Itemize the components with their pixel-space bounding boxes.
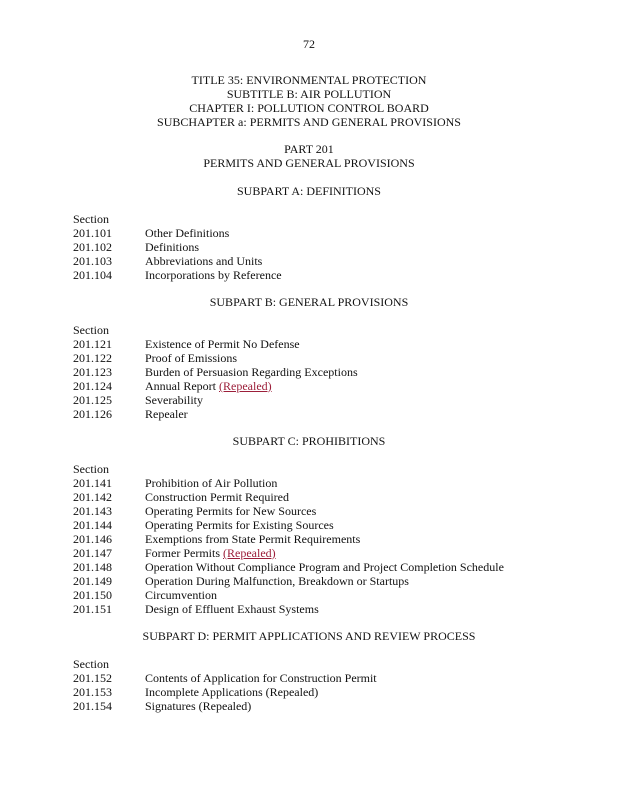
section-row: [73, 518, 504, 532]
page-number: 72: [303, 37, 315, 51]
section-row: [73, 407, 358, 421]
section-list: [73, 337, 358, 421]
part-number: PART 201: [284, 142, 334, 156]
section-row: [73, 546, 504, 560]
section-title: Other Definitions: [145, 226, 230, 240]
section-row: [73, 226, 282, 240]
section-number: 201.103: [73, 254, 112, 268]
section-number: 201.126: [73, 407, 112, 421]
section-title: Incomplete Applications (Repealed): [145, 685, 319, 699]
section-title: Construction Permit Required: [145, 490, 289, 504]
section-row: [73, 671, 377, 685]
section-row: [73, 254, 282, 268]
section-number: 201.141: [73, 476, 112, 490]
subpart-title: SUBPART C: PROHIBITIONS: [232, 434, 386, 448]
section-number: 201.154: [73, 699, 112, 713]
part-title: PERMITS AND GENERAL PROVISIONS: [203, 156, 415, 170]
section-number: 201.149: [73, 574, 112, 588]
section-number: 201.125: [73, 393, 112, 407]
section-number: 201.101: [73, 226, 112, 240]
subchapter-line: SUBCHAPTER a: PERMITS AND GENERAL PROVISIONS: [157, 115, 461, 129]
repealed-link[interactable]: (Repealed): [219, 379, 272, 393]
section-row: [73, 240, 282, 254]
section-number: 201.124: [73, 379, 112, 393]
section-number: 201.151: [73, 602, 112, 616]
section-title: Abbreviations and Units: [145, 254, 263, 268]
section-row: [73, 379, 358, 393]
section-title: Operating Permits for Existing Sources: [145, 518, 334, 532]
section-title: Existence of Permit No Defense: [145, 337, 300, 351]
subtitle-line: SUBTITLE B: AIR POLLUTION: [226, 87, 392, 101]
section-number: 201.150: [73, 588, 112, 602]
part-heading: [0, 142, 618, 170]
subpart-title: SUBPART B: GENERAL PROVISIONS: [209, 295, 409, 309]
section-number: 201.102: [73, 240, 112, 254]
section-title: Repealer: [145, 407, 188, 421]
section-title: Proof of Emissions: [145, 351, 238, 365]
section-number: 201.147: [73, 546, 112, 560]
section-title: Circumvention: [145, 588, 217, 602]
section-number: 201.142: [73, 490, 112, 504]
section-number: 201.148: [73, 560, 112, 574]
title-line: TITLE 35: ENVIRONMENTAL PROTECTION: [191, 73, 427, 87]
section-list: [73, 476, 504, 616]
section-number: 201.146: [73, 532, 112, 546]
section-row: [73, 351, 358, 365]
section-title: Former Permits: [145, 546, 220, 560]
section-row: [73, 699, 377, 713]
section-list: [73, 671, 377, 713]
section-title: Design of Effluent Exhaust Systems: [145, 602, 319, 616]
section-title: Prohibition of Air Pollution: [145, 476, 278, 490]
section-number: 201.152: [73, 671, 112, 685]
section-row: [73, 490, 504, 504]
section-row: [73, 685, 377, 699]
section-label: Section: [73, 323, 109, 337]
section-row: [73, 393, 358, 407]
section-row: [73, 504, 504, 518]
section-number: 201.144: [73, 518, 112, 532]
section-title: Severability: [145, 393, 203, 407]
section-row: [73, 574, 504, 588]
section-number: 201.143: [73, 504, 112, 518]
section-title: Burden of Persuasion Regarding Exceptions: [145, 365, 358, 379]
section-label: Section: [73, 462, 109, 476]
section-row: [73, 588, 504, 602]
section-title: Definitions: [145, 240, 199, 254]
section-row: [73, 532, 504, 546]
section-title: Operation Without Compliance Program and Project Completion Schedule: [145, 560, 504, 574]
section-row: [73, 602, 504, 616]
document-header: [0, 73, 618, 129]
section-number: 201.122: [73, 351, 112, 365]
section-number: 201.104: [73, 268, 112, 282]
section-row: [73, 560, 504, 574]
section-row: [73, 476, 504, 490]
section-title: Exemptions from State Permit Requirements: [145, 532, 361, 546]
section-row: [73, 365, 358, 379]
section-list: [73, 226, 282, 282]
section-number: 201.123: [73, 365, 112, 379]
section-number: 201.121: [73, 337, 112, 351]
subpart-title: SUBPART D: PERMIT APPLICATIONS AND REVIEW PROCESS: [142, 629, 476, 643]
section-number: 201.153: [73, 685, 112, 699]
section-label: Section: [73, 212, 109, 226]
section-row: [73, 337, 358, 351]
section-title: Signatures (Repealed): [145, 699, 252, 713]
section-title: Annual Report: [145, 379, 216, 393]
chapter-line: CHAPTER I: POLLUTION CONTROL BOARD: [189, 101, 429, 115]
section-title: Operation During Malfunction, Breakdown or Startups: [145, 574, 409, 588]
section-row: [73, 268, 282, 282]
section-title: Incorporations by Reference: [145, 268, 282, 282]
subpart-title: SUBPART A: DEFINITIONS: [237, 184, 381, 198]
section-label: Section: [73, 657, 109, 671]
section-title: Contents of Application for Construction Permit: [145, 671, 377, 685]
section-title: Operating Permits for New Sources: [145, 504, 317, 518]
repealed-link[interactable]: (Repealed): [223, 546, 276, 560]
